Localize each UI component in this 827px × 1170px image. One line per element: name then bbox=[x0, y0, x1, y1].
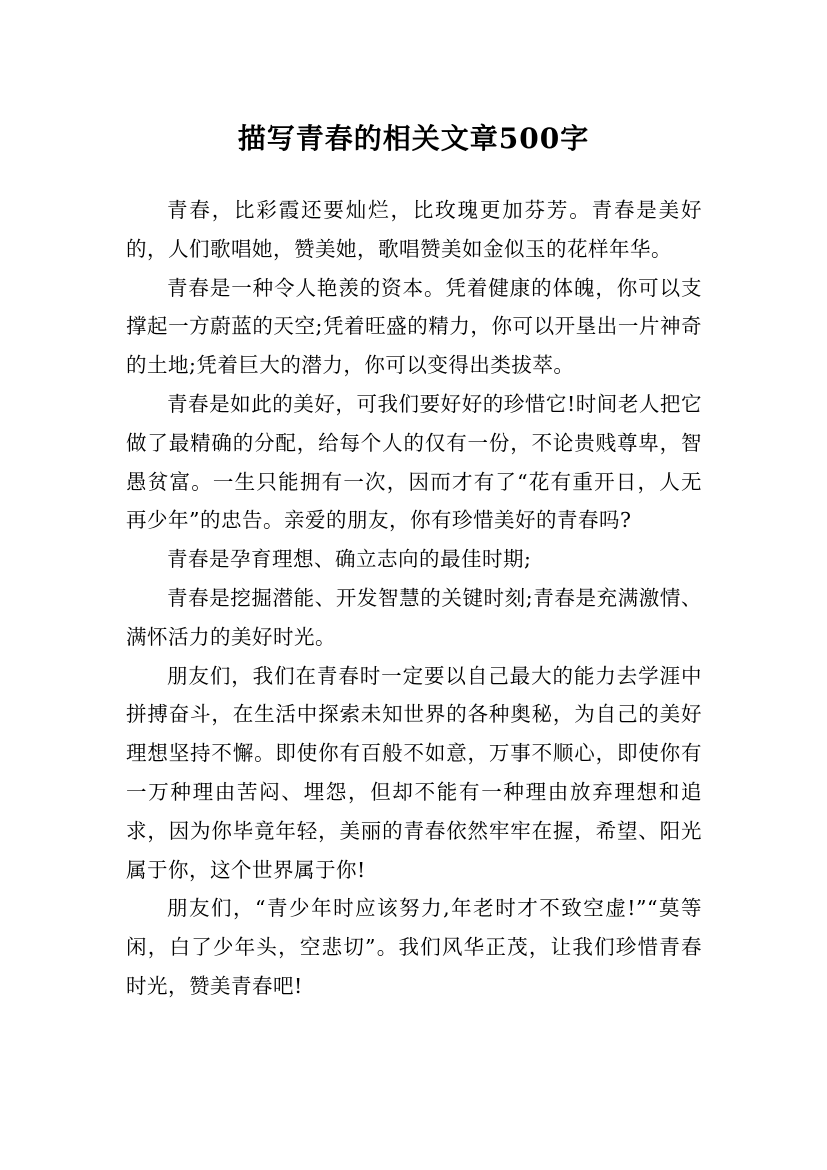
paragraph: 朋友们，我们在青春时一定要以自己最大的能力去学涯中拼搏奋斗，在生活中探索未知世界的各种奥秘，为自己的美好理想坚持不懈。即使你有百般不如意，万事不顺心，即使你有一万种理由苦闷、埋怨，但却不能有一种理由放弃理想和追求，因为你毕竟年轻，美丽的青春依然牢牢在握，希望、阳光属于你，这个世界属于你! bbox=[126, 663, 702, 882]
paragraph: 青春是孕育理想、确立志向的最佳时期; bbox=[167, 547, 532, 572]
paragraph: 朋友们，“青少年时应该努力,年老时才不致空虚!”“莫等闲，白了少年头，空悲切”。我们风华正茂，让我们珍惜青春时光，赞美青春吧! bbox=[126, 896, 702, 998]
document-body bbox=[126, 191, 702, 1006]
paragraph: 青春是一种令人艳羡的资本。凭着健康的体魄，你可以支撑起一方蔚蓝的天空;凭着旺盛的精力，你可以开垦出一片神奇的土地;凭着巨大的潜力，你可以变得出类拔萃。 bbox=[126, 275, 702, 378]
document-title: 描写青春的相关文章500字 bbox=[237, 121, 590, 155]
paragraph: 青春，比彩霞还要灿烂，比玫瑰更加芬芳。青春是美好的，人们歌唱她，赞美她，歌唱赞美如金似玉的花样年华。 bbox=[126, 198, 702, 261]
paragraph: 青春是挖掘潜能、开发智慧的关键时刻;青春是充满激情、满怀活力的美好时光。 bbox=[126, 585, 702, 649]
paragraph: 青春是如此的美好，可我们要好好的珍惜它!时间老人把它做了最精确的分配，给每个人的仅有一份，不论贵贱尊卑，智愚贫富。一生只能拥有一次，因而才有了“花有重开日，人无再少年”的忠告。亲爱的朋友，你有珍惜美好的青春吗? bbox=[126, 391, 702, 533]
